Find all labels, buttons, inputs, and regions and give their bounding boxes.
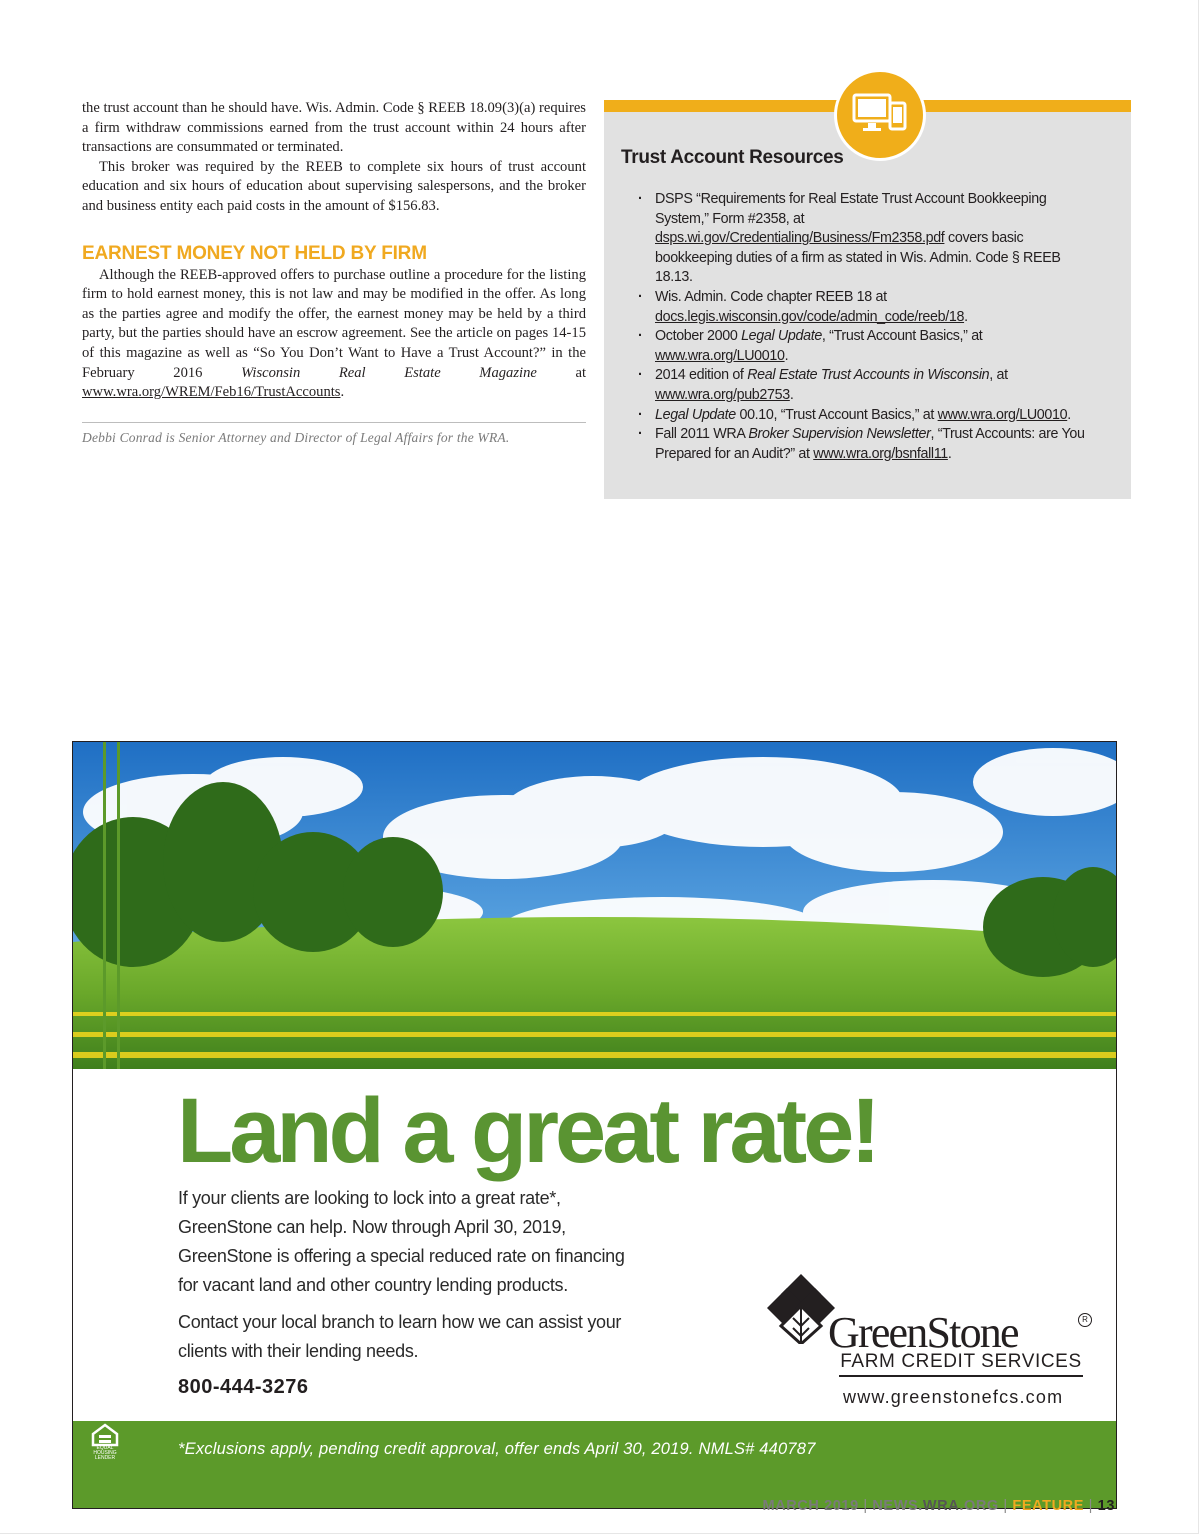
list-item — [638, 288, 1088, 327]
ad-stripe-left — [103, 742, 106, 1069]
item-title: Legal Update — [655, 406, 736, 423]
issue-date: MARCH 2019 — [762, 1498, 859, 1514]
ad-body-paragraph-2: Contact your local branch to learn how we can assist your clients with their lending needs. — [178, 1312, 622, 1361]
list-item — [638, 406, 1088, 426]
greenstone-advertisement[interactable] — [72, 741, 1117, 1509]
ad-headline: Land a great rate! — [177, 1080, 877, 1182]
folio-separator: | — [858, 1498, 873, 1514]
article-paragraph-3 — [82, 266, 586, 403]
ad-body — [178, 1184, 648, 1374]
item-text: Wis. Admin. Code chapter REEB 18 at — [655, 288, 887, 305]
resource-link[interactable]: www.wra.org/pub2753 — [655, 386, 790, 403]
meadow-photo — [73, 742, 1116, 1069]
greenstone-leaf-logo-icon — [765, 1272, 837, 1344]
resource-list — [638, 190, 1088, 464]
ad-body-paragraph-1: If your clients are looking to lock into a great rate*, GreenStone can help. Now through April 30, 2019, GreenStone is offering a special reduced rate on financing for vacant land and other country lending products. — [178, 1188, 625, 1295]
item-text: , “Trust Accounts: are You Prepared for an Audit?” at — [655, 426, 1085, 462]
section-label: FEATURE — [1012, 1498, 1085, 1514]
item-text: DSPS “Requirements for Real Estate Trust Account Bookkeeping System,” Form #2358, at — [655, 191, 1047, 227]
folio-separator: | — [1084, 1498, 1098, 1514]
page-folio — [762, 1498, 1115, 1514]
resource-link[interactable]: dsps.wi.gov/Credentialing/Business/Fm2358.pdf — [655, 230, 945, 247]
ad-footer-band — [73, 1421, 1116, 1508]
registered-mark: R — [1078, 1313, 1092, 1327]
item-text: . — [964, 308, 968, 325]
resource-link[interactable]: www.wra.org/bsnfall11 — [813, 445, 948, 462]
item-title: Legal Update — [741, 328, 822, 345]
equal-housing-icon — [91, 1423, 119, 1447]
item-text: , “Trust Account Basics,” at — [821, 328, 983, 345]
site-suffix: .ORG — [959, 1498, 999, 1514]
site-prefix: NEWS. — [872, 1498, 923, 1514]
site-brand: WRA — [922, 1498, 960, 1514]
folio-separator: | — [998, 1498, 1013, 1514]
item-text: . — [947, 445, 952, 462]
ad-stripe-right — [117, 742, 120, 1069]
item-text: covers basic bookkeeping duties of a firm as stated in Wis. Admin. Code § REEB 18.13. — [655, 230, 1061, 286]
list-item — [638, 327, 1088, 366]
paragraph-3-at: at — [536, 364, 586, 381]
greenstone-url[interactable]: www.greenstonefcs.com — [843, 1387, 1064, 1407]
article-paragraph-2: This broker was required by the REEB to complete six hours of trust account education and six hours of education about supervising salespersons, and the broker and business entity each paid costs in the amount of $156.83. — [82, 158, 586, 214]
farm-credit-services-label: FARM CREDIT SERVICES — [839, 1351, 1083, 1377]
magazine-title: Wisconsin Real Estate Magazine — [241, 364, 537, 381]
sidebar-icon-badge — [834, 69, 926, 161]
sidebar-title: Trust Account Resources — [621, 147, 844, 168]
paragraph-3-end: . — [340, 384, 345, 401]
page-number: 13 — [1097, 1498, 1115, 1514]
author-bio: Debbi Conrad is Senior Attorney and Director of Legal Affairs for the WRA. — [82, 429, 510, 445]
computer-devices-icon — [850, 85, 910, 145]
list-item — [638, 190, 1088, 288]
paragraph-3-text: Although the REEB-approved offers to purchase outline a procedure for the listing firm to hold earnest money, this is not law and may be modified in the offer. As long as the parties agree and modify the offer, the earnest money may be held by a third party, but the parties should have an escrow agreement. See the article on pages 14-15 of this magazine as well as “So You Don’t Want to Have a Trust Account?” in the February 2016 — [82, 266, 586, 381]
list-item — [638, 425, 1088, 464]
ad-disclaimer: *Exclusions apply, pending credit approval, offer ends April 30, 2019. NMLS# 440787 — [178, 1440, 816, 1458]
ad-phone-number[interactable]: 800-444-3276 — [178, 1376, 309, 1398]
trust-account-resources-box — [604, 100, 1131, 499]
resource-link[interactable]: www.wra.org/LU0010 — [937, 406, 1068, 423]
trust-accounts-link[interactable]: www.wra.org/WREM/Feb16/TrustAccounts — [82, 384, 341, 401]
resource-link[interactable]: www.wra.org/LU0010 — [655, 347, 785, 364]
equal-housing-label: EQUAL HOUSING LENDER — [93, 1445, 117, 1461]
item-text: 2014 edition of — [655, 367, 748, 384]
item-title: Broker Supervision Newsletter — [748, 426, 931, 443]
item-title: Real Estate Trust Accounts in Wisconsin — [747, 367, 990, 384]
item-text: , at — [989, 367, 1008, 384]
author-divider — [82, 422, 586, 423]
item-text: . — [1067, 406, 1071, 423]
article-paragraph-1: the trust account than he should have. Wis. Admin. Code § REEB 18.09(3)(a) requires a firm withdraw commissions earned from the trust account within 24 hours after transactions are consummated or terminated. — [82, 100, 586, 156]
resource-link[interactable]: docs.legis.wisconsin.gov/code/admin_code/reeb/18 — [655, 308, 965, 325]
item-text: October 2000 — [655, 328, 742, 345]
list-item — [638, 366, 1088, 405]
item-text: Fall 2011 WRA — [655, 426, 749, 443]
item-text: . — [784, 347, 789, 364]
item-text: . — [789, 386, 794, 403]
section-heading: EARNEST MONEY NOT HELD BY FIRM — [82, 242, 427, 264]
greenstone-logo-text: GreenStone — [828, 1308, 1018, 1357]
article-column — [82, 99, 586, 447]
item-text: 00.10, “Trust Account Basics,” at — [735, 406, 938, 423]
